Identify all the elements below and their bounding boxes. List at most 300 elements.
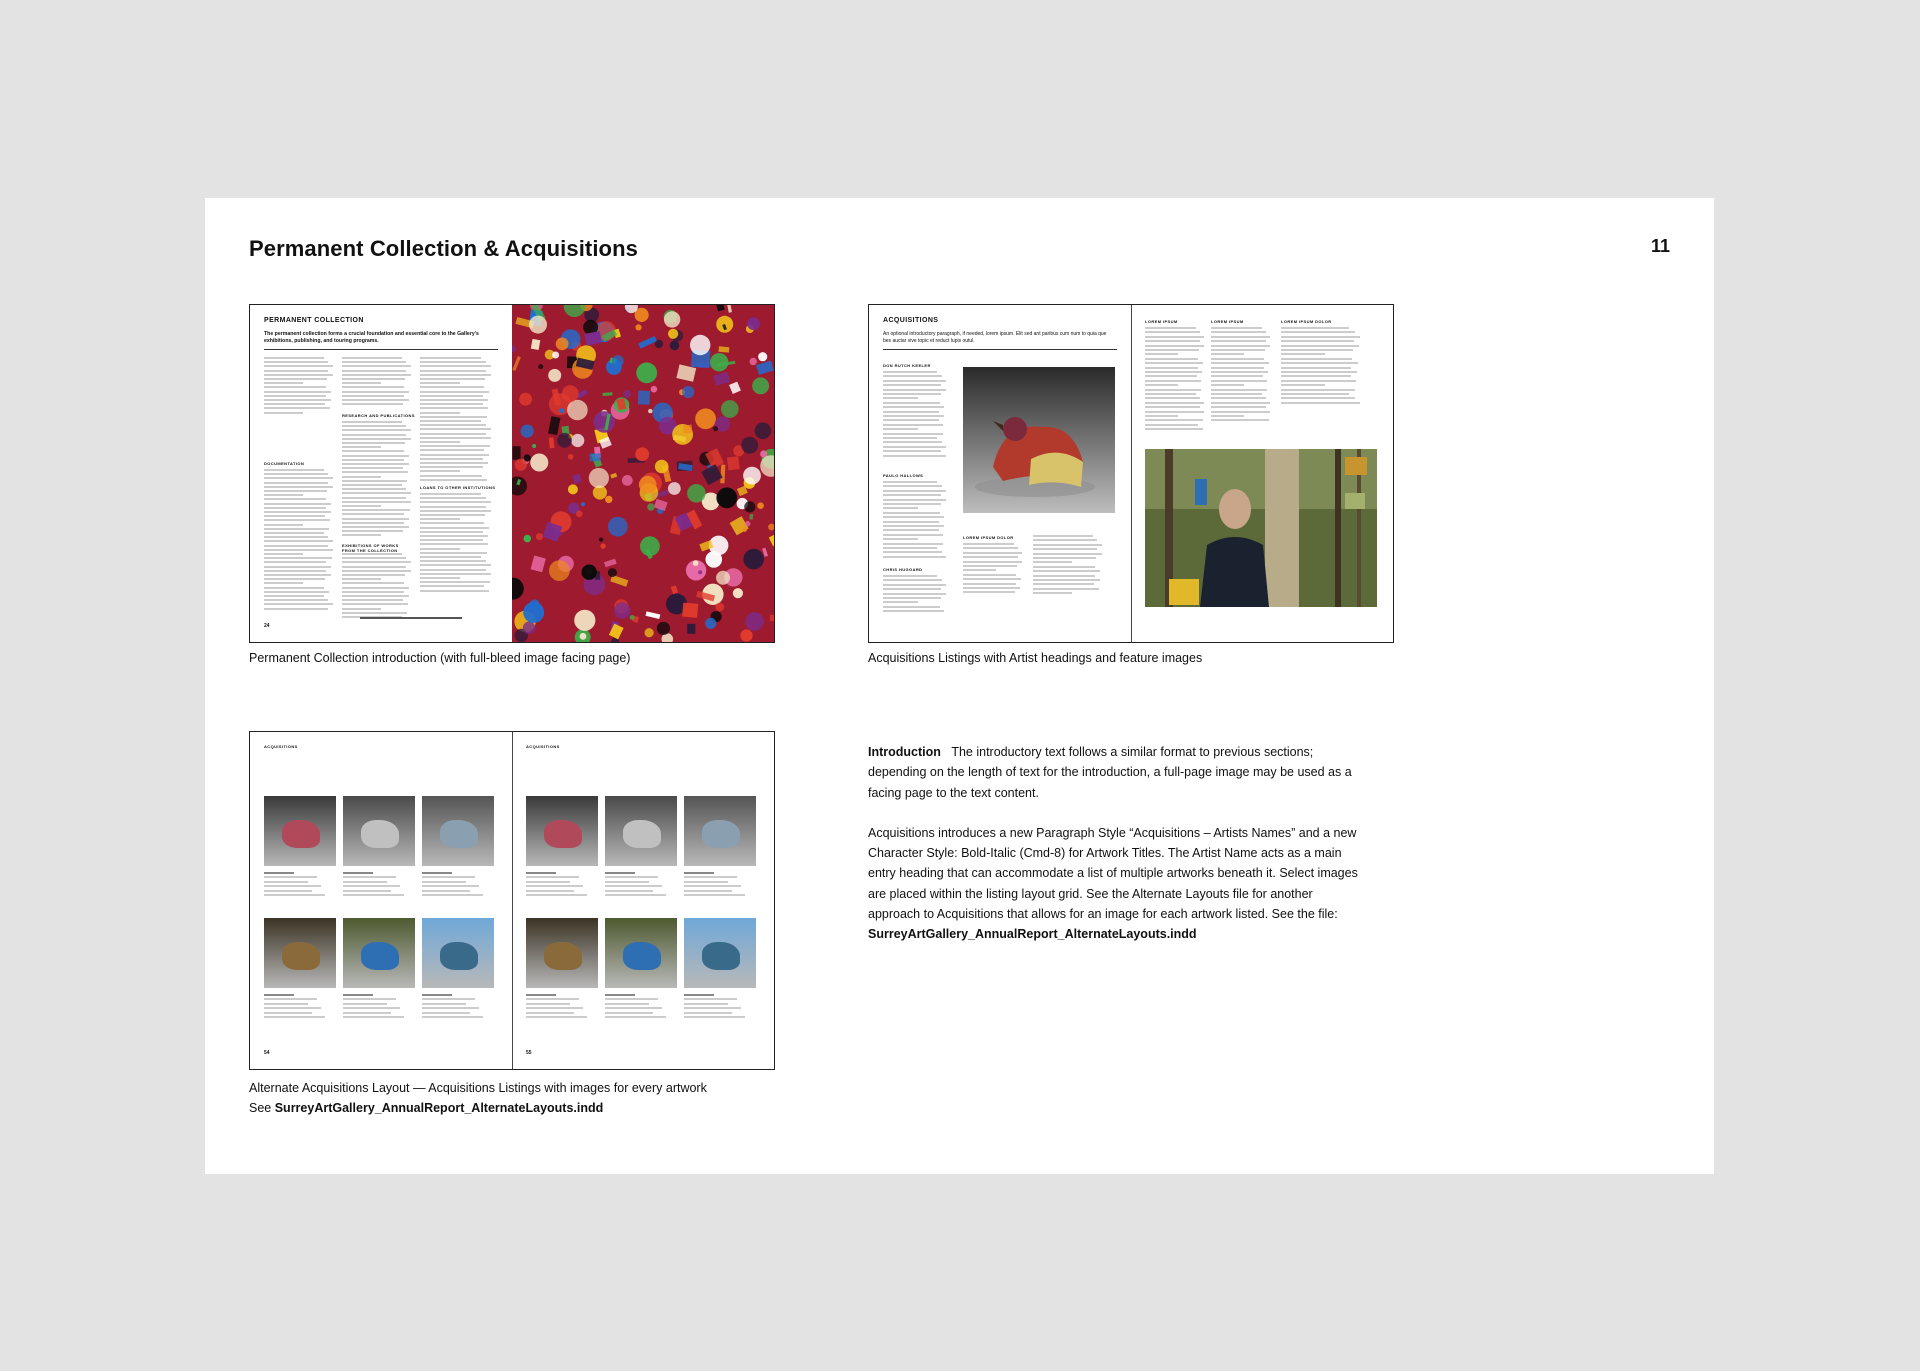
text-line [342, 463, 409, 465]
text-line [883, 450, 941, 452]
text-line [342, 429, 411, 431]
text-line [1281, 367, 1351, 369]
collage-shape [559, 408, 564, 413]
text-line [684, 1003, 728, 1005]
text-line [420, 531, 483, 533]
text-line [605, 881, 649, 883]
text-line [343, 1016, 404, 1018]
text-line [883, 485, 942, 487]
collage-shape [568, 484, 578, 494]
text-line [264, 881, 308, 883]
text-line [526, 994, 556, 996]
text-line [1281, 397, 1355, 399]
text-line [1211, 397, 1266, 399]
text-line [420, 428, 491, 430]
text-line [883, 499, 946, 501]
text-line [1145, 358, 1198, 360]
text-line [420, 407, 488, 409]
collage-shape [716, 571, 730, 585]
text-line [883, 525, 944, 527]
collage-shape [683, 425, 692, 434]
text-line [342, 391, 409, 393]
text-line [264, 399, 331, 401]
text-line [343, 894, 404, 896]
text-line [264, 608, 328, 610]
text-line [264, 574, 331, 576]
text-line [963, 574, 1016, 576]
text-line [342, 595, 409, 597]
text-line [420, 527, 489, 529]
artwork-shape [544, 942, 582, 970]
text-line [264, 407, 330, 409]
collage-shape [741, 437, 758, 454]
collage-shape [668, 329, 678, 339]
collage-shape [600, 543, 605, 548]
spread3-page-number-right: 55 [526, 1050, 532, 1056]
page-title: Permanent Collection & Acquisitions [249, 236, 638, 261]
collage-shape [581, 502, 585, 506]
text-line [342, 467, 403, 469]
text-line [1211, 353, 1244, 355]
text-line [1281, 331, 1355, 333]
ceramic-bird-image [963, 367, 1115, 513]
text-line [1033, 561, 1072, 563]
text-line [883, 419, 939, 421]
text-line [684, 885, 741, 887]
collage-shape [538, 364, 543, 369]
text-line [883, 433, 943, 435]
text-line [963, 547, 1018, 549]
text-line [343, 1012, 391, 1014]
text-line [605, 994, 635, 996]
spread3-heading-right: ACQUISITIONS [526, 744, 560, 749]
text-line [420, 420, 481, 422]
spread3-left-page [250, 732, 513, 1069]
text-line [342, 459, 404, 461]
text-line [526, 1012, 574, 1014]
text-line [1211, 415, 1244, 417]
collage-shape [664, 311, 680, 327]
text-line [1211, 367, 1264, 369]
text-line [420, 382, 460, 384]
text-line [883, 446, 946, 448]
text-line [526, 890, 574, 892]
text-line [264, 578, 325, 580]
collage-shape [647, 503, 654, 510]
text-line [1211, 402, 1270, 404]
text-line [343, 881, 387, 883]
body-text [868, 742, 1358, 965]
text-line [342, 582, 404, 584]
text-line [420, 497, 486, 499]
text-line [420, 403, 483, 405]
text-line [1211, 331, 1266, 333]
text-line [342, 526, 409, 528]
collage-shape [548, 369, 561, 382]
text-line [343, 994, 373, 996]
text-line [342, 561, 411, 563]
collage-shape [599, 538, 603, 542]
text-line [342, 578, 381, 580]
text-line [1145, 375, 1197, 377]
collage-shape [635, 447, 649, 461]
text-line [605, 1003, 649, 1005]
text-line [342, 450, 404, 452]
text-line [684, 881, 728, 883]
text-line [422, 1003, 466, 1005]
collage-shape [638, 391, 650, 405]
text-line [420, 518, 460, 520]
text-line [1145, 424, 1198, 426]
spread2-left-page [869, 305, 1132, 642]
text-line [420, 357, 481, 359]
text-line [883, 584, 946, 586]
collage-shape [614, 602, 631, 619]
text-line [1281, 340, 1354, 342]
text-line [342, 365, 411, 367]
text-line [342, 587, 409, 589]
body-paragraph-acquisitions [868, 823, 1358, 945]
collage-shape [750, 358, 757, 365]
text-line [420, 514, 485, 516]
text-line [1281, 380, 1356, 382]
spread1-sub-research: RESEARCH AND PUBLICATIONS [342, 413, 415, 418]
collage-shape [744, 501, 755, 512]
text-line [883, 610, 944, 612]
text-line [420, 548, 460, 550]
text-line [422, 872, 452, 874]
text-line [420, 510, 491, 512]
text-line [1145, 367, 1198, 369]
spread-acquisitions-listing [868, 304, 1394, 643]
text-line [422, 885, 479, 887]
text-line [1033, 553, 1102, 555]
text-line [883, 402, 940, 404]
spread2-col-head-2: LOREM IPSUM [1211, 319, 1244, 324]
collage-shape [747, 317, 760, 330]
collage-shape [651, 386, 658, 393]
collage-shape [655, 460, 669, 474]
spread3-caption-see: See [249, 1101, 275, 1115]
text-line [264, 1003, 308, 1005]
text-line [342, 434, 406, 436]
forest-portrait-image [1145, 449, 1377, 607]
text-line [264, 553, 303, 555]
text-line [264, 494, 303, 496]
text-line [1281, 393, 1349, 395]
text-line [1145, 415, 1178, 417]
collage-shape [690, 335, 710, 355]
text-line [883, 389, 946, 391]
text-line [342, 442, 405, 444]
collage-shape [682, 386, 694, 398]
collage-shape [529, 316, 547, 334]
collage-shape [556, 338, 569, 351]
artwork-thumbnail [264, 796, 336, 866]
text-line [1033, 544, 1102, 546]
text-line [1033, 575, 1095, 577]
artwork-thumbnail [422, 918, 494, 988]
text-line [264, 545, 328, 547]
text-line [684, 876, 737, 878]
page-number: 11 [1650, 236, 1670, 256]
text-line [1211, 380, 1267, 382]
text-line [963, 561, 1022, 563]
text-line [883, 441, 942, 443]
text-line [420, 370, 486, 372]
collage-shape [567, 400, 588, 421]
text-line [684, 872, 714, 874]
text-line [420, 493, 481, 495]
collage-shape [623, 390, 631, 398]
text-line [342, 488, 406, 490]
text-line [1145, 406, 1200, 408]
collage-shape [576, 511, 583, 518]
text-line [1033, 557, 1096, 559]
text-line [1145, 362, 1203, 364]
text-line [1211, 340, 1266, 342]
text-line [342, 395, 404, 397]
text-line [343, 1007, 400, 1009]
text-line [526, 1007, 583, 1009]
text-line [883, 406, 944, 408]
text-line [264, 599, 328, 601]
text-line [264, 549, 333, 551]
collage-shape [532, 444, 536, 448]
text-line [1145, 393, 1196, 395]
body-paragraph-intro [868, 742, 1358, 803]
text-line [420, 391, 489, 393]
text-line [1281, 384, 1325, 386]
collage-shape [640, 536, 660, 556]
text-line [420, 475, 482, 477]
spread1-heading: PERMANENT COLLECTION [264, 317, 364, 324]
text-line [605, 1012, 653, 1014]
collage-shape [716, 487, 737, 508]
text-line [1145, 345, 1204, 347]
text-line [342, 403, 403, 405]
text-line [420, 564, 491, 566]
text-line [420, 433, 486, 435]
text-line [264, 357, 324, 359]
text-line [264, 403, 325, 405]
text-line [342, 513, 404, 515]
text-line [1145, 397, 1200, 399]
text-line [963, 587, 1020, 589]
text-line [342, 497, 406, 499]
text-line [264, 412, 303, 414]
text-line [883, 371, 937, 373]
text-line [605, 890, 653, 892]
text-line [422, 881, 466, 883]
text-line [883, 455, 946, 457]
spread3-caption [249, 1078, 707, 1118]
collage-shape [670, 341, 680, 351]
text-line [342, 603, 408, 605]
text-line [264, 591, 329, 593]
text-line [684, 894, 745, 896]
text-line [420, 416, 487, 418]
text-line [342, 522, 404, 524]
text-line [883, 593, 946, 595]
collage-shape [687, 624, 695, 634]
text-line [1281, 336, 1360, 338]
text-line [1033, 535, 1093, 537]
text-line [264, 482, 328, 484]
text-line [342, 378, 405, 380]
text-line [420, 522, 484, 524]
text-line [342, 386, 404, 388]
text-line [963, 543, 1014, 545]
text-line [1145, 331, 1200, 333]
collage-shape [530, 454, 548, 472]
text-line [342, 566, 406, 568]
text-line [420, 556, 481, 558]
collage-shape [706, 551, 723, 568]
text-line [264, 473, 328, 475]
artwork-thumbnail [343, 796, 415, 866]
text-line [420, 466, 483, 468]
spread-alternate-acquisitions [249, 731, 775, 1070]
text-line [264, 374, 333, 376]
text-line [1211, 389, 1267, 391]
spread-permanent-collection [249, 304, 775, 643]
text-line [264, 890, 312, 892]
text-line [420, 569, 486, 571]
text-line [1211, 371, 1268, 373]
text-line [422, 1016, 483, 1018]
text-line [264, 570, 326, 572]
text-line [883, 437, 937, 439]
text-line [420, 365, 491, 367]
text-line [883, 397, 918, 399]
text-line [883, 428, 918, 430]
text-line [1211, 406, 1266, 408]
text-line [342, 357, 402, 359]
text-line [883, 481, 937, 483]
text-line [963, 578, 1021, 580]
text-line [360, 617, 462, 619]
text-line [883, 601, 918, 603]
text-line [420, 361, 486, 363]
text-line [526, 885, 583, 887]
text-line [1281, 371, 1357, 373]
text-line [605, 1016, 666, 1018]
text-line [264, 557, 332, 559]
text-line [264, 515, 325, 517]
collage-shape [552, 352, 559, 359]
text-line [342, 518, 409, 520]
text-line [264, 503, 331, 505]
text-line [1211, 327, 1262, 329]
text-line [420, 386, 484, 388]
text-line [264, 395, 326, 397]
spread1-collage-image [512, 305, 774, 642]
collage-shape [740, 629, 752, 641]
text-line [264, 469, 324, 471]
collage-shape [568, 454, 574, 460]
artwork-shape [440, 820, 478, 848]
spread3-caption-file: SurreyArtGallery_AnnualReport_AlternateLayouts.indd [274, 1101, 604, 1115]
text-line [420, 378, 485, 380]
text-line [420, 458, 483, 460]
text-line [264, 566, 331, 568]
text-line [1281, 345, 1359, 347]
text-line [422, 994, 452, 996]
spread2-col-head-3: LOREM IPSUM DOLOR [1281, 319, 1332, 324]
collage-shape [719, 346, 730, 352]
text-line [883, 384, 941, 386]
text-line [342, 399, 409, 401]
text-line [1033, 570, 1100, 572]
text-line [343, 890, 391, 892]
text-line [1145, 336, 1204, 338]
artwork-thumbnail [684, 796, 756, 866]
collage-shape [635, 324, 641, 330]
text-line [420, 437, 491, 439]
text-line [883, 494, 941, 496]
text-line [1033, 548, 1097, 550]
collage-shape [571, 434, 584, 447]
text-line [264, 378, 327, 380]
text-line [1145, 402, 1204, 404]
text-line [1145, 428, 1203, 430]
collage-shape [727, 456, 740, 470]
text-line [1281, 389, 1355, 391]
text-line [883, 507, 918, 509]
spread2-artist-2: PAULO HALLOWS [883, 473, 924, 478]
spread1-sub-exhibitions: EXHIBITIONS OF WORKS FROM THE COLLECTION [342, 543, 399, 553]
text-line [883, 521, 939, 523]
collage-shape [562, 385, 579, 402]
text-line [1211, 419, 1269, 421]
text-line [1281, 349, 1353, 351]
text-line [883, 516, 944, 518]
document-page [205, 198, 1714, 1174]
text-line [1033, 539, 1097, 541]
text-line [526, 1003, 570, 1005]
text-line [684, 994, 714, 996]
text-line [883, 534, 943, 536]
text-line [420, 590, 489, 592]
text-line [342, 608, 381, 610]
text-line [343, 998, 396, 1000]
text-line [605, 876, 658, 878]
text-line [264, 1016, 325, 1018]
text-line [264, 1007, 321, 1009]
collage-shape [743, 467, 761, 485]
text-line [342, 421, 402, 423]
spread1-sub-documentation: DOCUMENTATION [264, 461, 305, 466]
text-line [883, 512, 940, 514]
text-line [420, 535, 488, 537]
text-line [1145, 353, 1178, 355]
artwork-shape [282, 820, 320, 848]
spread3-page-number-left: 54 [264, 1050, 270, 1056]
spread2-heading: ACQUISITIONS [883, 317, 939, 324]
text-line [1211, 411, 1270, 413]
artwork-shape [282, 942, 320, 970]
text-line [264, 894, 325, 896]
collage-shape [524, 535, 532, 543]
text-line [883, 411, 939, 413]
collage-shape [755, 423, 772, 440]
artwork-shape [702, 942, 740, 970]
collage-shape [636, 362, 657, 383]
text-line [1281, 402, 1360, 404]
text-line [342, 370, 406, 372]
text-line [264, 532, 324, 534]
